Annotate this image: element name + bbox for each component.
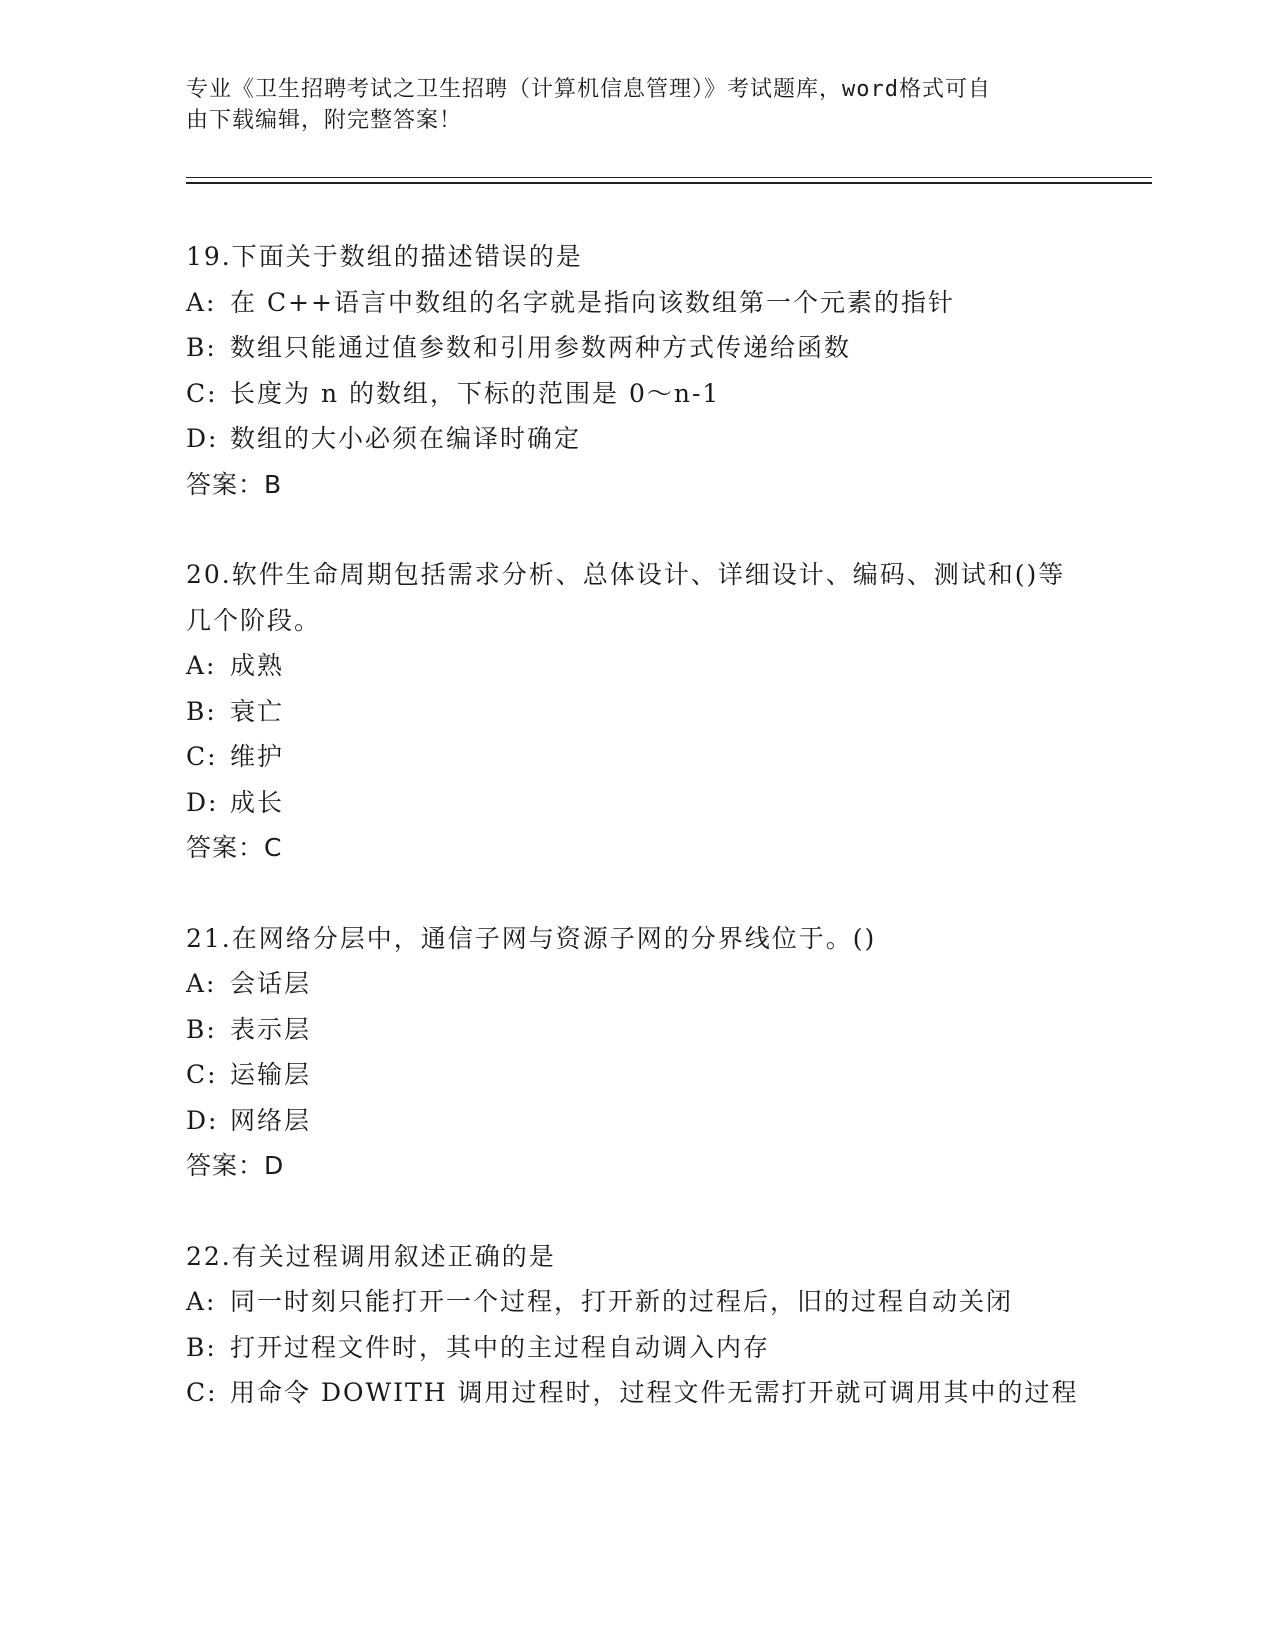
option-letter: B:	[186, 1014, 217, 1044]
option-text: 长度为 n 的数组，下标的范围是 0～n-1	[230, 378, 721, 408]
option-letter: A:	[186, 1287, 217, 1316]
option-d	[186, 780, 1086, 826]
option-text: 成长	[230, 787, 285, 817]
header-line-2: 由下载编辑，附完整答案！	[186, 108, 463, 133]
option-letter: B:	[186, 696, 217, 726]
option-text: 表示层	[230, 1014, 312, 1044]
option-a	[186, 280, 1086, 326]
option-letter: B:	[186, 1332, 217, 1362]
option-letter: C:	[186, 742, 218, 771]
answer-line: 答案：C	[186, 833, 283, 862]
option-d	[186, 1098, 1086, 1144]
question-stem: 22.有关过程调用叙述正确的是	[186, 1241, 556, 1271]
option-letter: A:	[186, 287, 217, 317]
option-a	[186, 961, 1086, 1007]
option-b	[186, 1007, 1086, 1053]
option-c	[186, 734, 1086, 780]
option-letter: C:	[186, 1378, 218, 1407]
option-text: 运输层	[230, 1060, 312, 1089]
question-20	[186, 552, 1086, 871]
question-19	[186, 234, 1086, 507]
option-text: 衰亡	[230, 696, 285, 726]
option-letter: B:	[186, 333, 217, 362]
option-text: 数组的大小必须在编译时确定	[230, 424, 582, 453]
question-21	[186, 916, 1086, 1189]
answer-line: 答案：B	[186, 469, 283, 499]
option-d	[186, 416, 1086, 462]
option-text: 成熟	[230, 651, 285, 680]
option-text: 打开过程文件时，其中的主过程自动调入内存	[230, 1332, 771, 1362]
option-b	[186, 325, 1086, 371]
option-a	[186, 643, 1086, 689]
option-text: 网络层	[230, 1105, 312, 1135]
option-b	[186, 1325, 1086, 1371]
option-a	[186, 1279, 1086, 1325]
option-c	[186, 1052, 1086, 1098]
option-letter: D:	[186, 1105, 219, 1135]
option-text: 数组只能通过值参数和引用参数两种方式传递给函数	[230, 333, 852, 362]
question-stem: 20.软件生命周期包括需求分析、总体设计、详细设计、编码、测试和()等几个阶段。	[186, 560, 1066, 635]
option-b	[186, 689, 1086, 735]
header-line-1: 专业《卫生招聘考试之卫生招聘（计算机信息管理）》考试题库，word格式可自	[186, 77, 991, 102]
option-letter: A:	[186, 969, 217, 998]
option-text: 会话层	[230, 969, 312, 998]
option-letter: C:	[186, 1060, 218, 1089]
option-c	[186, 371, 1086, 417]
question-stem: 19.下面关于数组的描述错误的是	[186, 242, 583, 271]
option-text: 维护	[230, 742, 285, 771]
option-letter: A:	[186, 651, 217, 680]
option-letter: D:	[186, 787, 219, 817]
option-text: 用命令 DOWITH 调用过程时，过程文件无需打开就可调用其中的过程	[230, 1378, 1079, 1407]
option-text: 在 C++语言中数组的名字就是指向该数组第一个元素的指针	[230, 287, 955, 317]
option-letter: C:	[186, 378, 218, 408]
option-c	[186, 1370, 1086, 1416]
option-letter: D:	[186, 424, 219, 453]
question-list	[186, 234, 1086, 1461]
option-text: 同一时刻只能打开一个过程，打开新的过程后，旧的过程自动关闭	[230, 1287, 1014, 1316]
question-stem: 21.在网络分层中，通信子网与资源子网的分界线位于。()	[186, 923, 877, 953]
header-divider-thick	[186, 182, 1152, 184]
document-header	[186, 74, 1066, 136]
header-divider-thin	[186, 177, 1152, 178]
question-22	[186, 1234, 1086, 1416]
answer-line: 答案：D	[186, 1151, 285, 1180]
